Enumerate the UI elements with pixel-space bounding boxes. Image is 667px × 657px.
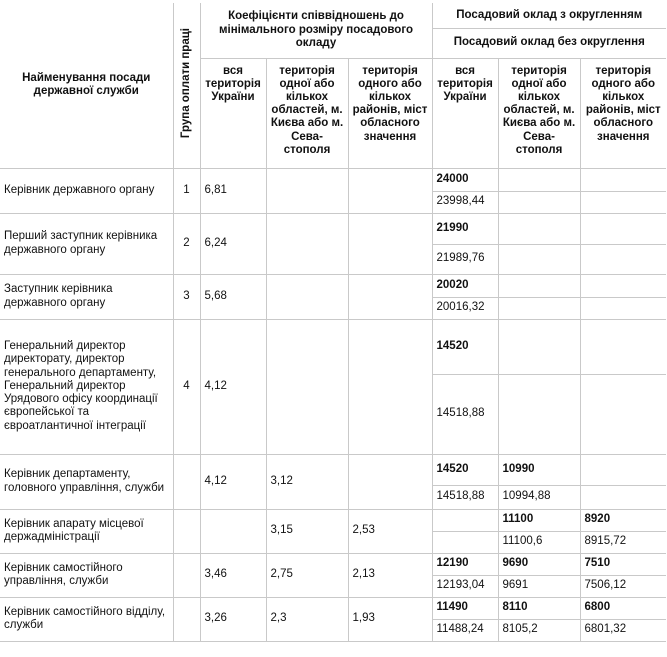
position-title: Керівник департаменту, головного управління, служби [0,454,173,509]
coefficient-cell [348,454,432,509]
pay-group-number [173,454,200,509]
header-coef-territory-2: територія одної або кількох областей, м. Києва або м. Сева-стополя [266,58,348,168]
salary-exact-cell: 21989,76 [432,244,498,274]
salary-exact-cell: 20016,32 [432,297,498,319]
salary-exact-cell [580,374,666,454]
salary-rounded-cell [498,213,580,244]
position-title: Керівник самостійного відділу, служби [0,597,173,641]
coefficient-cell: 3,12 [266,454,348,509]
header-coef-territory-1: вся територія України [200,58,266,168]
coefficient-cell [348,168,432,213]
salary-rounded-cell: 8110 [498,597,580,619]
salary-exact-cell [498,374,580,454]
position-title: Заступник керівника державного органу [0,274,173,319]
salary-exact-cell: 7506,12 [580,575,666,597]
coefficient-cell: 5,68 [200,274,266,319]
coefficient-cell: 2,3 [266,597,348,641]
salary-rounded-cell: 14520 [432,454,498,485]
salary-rounded-cell: 24000 [432,168,498,191]
salary-exact-cell: 8105,2 [498,619,580,641]
salary-rounded-cell [580,319,666,374]
salary-exact-cell: 11100,6 [498,531,580,553]
coefficient-cell: 4,12 [200,319,266,454]
salary-rounded-cell: 6800 [580,597,666,619]
salary-exact-cell [580,244,666,274]
coefficient-cell [348,213,432,274]
header-salary-territory-2: територія одної або кількох областей, м. Києва або м. Сева-стополя [498,58,580,168]
salary-rounded-cell [580,213,666,244]
salary-exact-cell: 9691 [498,575,580,597]
salary-exact-cell [498,297,580,319]
salary-exact-cell [580,191,666,213]
salary-rounded-cell [432,509,498,531]
coefficient-cell: 2,53 [348,509,432,553]
salary-exact-cell [498,244,580,274]
pay-group-number [173,509,200,553]
salary-exact-cell: 12193,04 [432,575,498,597]
coefficient-cell: 3,46 [200,553,266,597]
table-row [0,553,666,575]
coefficient-cell: 3,26 [200,597,266,641]
salary-rounded-cell [498,274,580,297]
salary-rounded-cell [498,168,580,191]
salary-exact-cell: 6801,32 [580,619,666,641]
salary-exact-cell [498,191,580,213]
pay-group-number: 3 [173,274,200,319]
salary-rounded-cell [580,274,666,297]
salary-exact-cell: 14518,88 [432,485,498,509]
coefficient-cell: 6,24 [200,213,266,274]
coefficient-cell: 3,15 [266,509,348,553]
coefficient-cell: 2,13 [348,553,432,597]
position-title: Керівник самостійного управління, служби [0,553,173,597]
salary-rounded-cell: 14520 [432,319,498,374]
pay-group-number: 2 [173,213,200,274]
salary-table [0,3,666,642]
salary-exact-cell [580,485,666,509]
coefficient-cell [266,274,348,319]
header-coefficients: Коефіцієнти співвідношень до мінімального розміру посадового окладу [200,3,432,58]
table-row [0,509,666,531]
coefficient-cell [266,168,348,213]
header-salary-unrounded: Посадовий оклад без округлення [432,28,666,58]
salary-rounded-cell: 20020 [432,274,498,297]
pay-group-number: 4 [173,319,200,454]
salary-rounded-cell: 9690 [498,553,580,575]
table-row [0,454,666,485]
table-row [0,213,666,244]
position-title: Перший заступник керівника державного органу [0,213,173,274]
header-pay-group [173,3,200,168]
coefficient-cell [266,319,348,454]
salary-rounded-cell: 8920 [580,509,666,531]
salary-exact-cell: 23998,44 [432,191,498,213]
salary-rounded-cell: 21990 [432,213,498,244]
coefficient-cell: 2,75 [266,553,348,597]
pay-group-number [173,597,200,641]
coefficient-cell [266,213,348,274]
header-coef-territory-3: територія одного або кількох районів, міст обласного значення [348,58,432,168]
salary-exact-cell [580,297,666,319]
position-title: Керівник державного органу [0,168,173,213]
coefficient-cell [348,319,432,454]
header-position-name: Найменування посади державної служби [0,3,173,168]
salary-rounded-cell: 10990 [498,454,580,485]
salary-rounded-cell [580,168,666,191]
salary-exact-cell: 8915,72 [580,531,666,553]
coefficient-cell: 1,93 [348,597,432,641]
salary-rounded-cell: 11100 [498,509,580,531]
salary-exact-cell: 11488,24 [432,619,498,641]
salary-exact-cell: 14518,88 [432,374,498,454]
salary-rounded-cell: 7510 [580,553,666,575]
header-salary-territory-3: територія одного або кількох районів, міст обласного значення [580,58,666,168]
salary-rounded-cell: 11490 [432,597,498,619]
header-salary-rounded: Посадовий оклад з округленням [432,3,666,28]
salary-rounded-cell: 12190 [432,553,498,575]
coefficient-cell: 6,81 [200,168,266,213]
position-title: Генеральний директор директорату, директор генерального департаменту, Генеральний директор Урядового офісу координації європейської та євроатлантичної інтеграції [0,319,173,454]
table-row [0,168,666,191]
table-row [0,274,666,297]
header-pay-group-label: Група оплати праці [179,28,192,139]
salary-rounded-cell [580,454,666,485]
coefficient-cell [200,509,266,553]
pay-group-number: 1 [173,168,200,213]
salary-rounded-cell [498,319,580,374]
table-row [0,597,666,619]
salary-exact-cell [432,531,498,553]
coefficient-cell: 4,12 [200,454,266,509]
coefficient-cell [348,274,432,319]
header-salary-territory-1: вся територія України [432,58,498,168]
table-row [0,319,666,374]
salary-exact-cell: 10994,88 [498,485,580,509]
position-title: Керівник апарату місцевої держадміністрації [0,509,173,553]
pay-group-number [173,553,200,597]
